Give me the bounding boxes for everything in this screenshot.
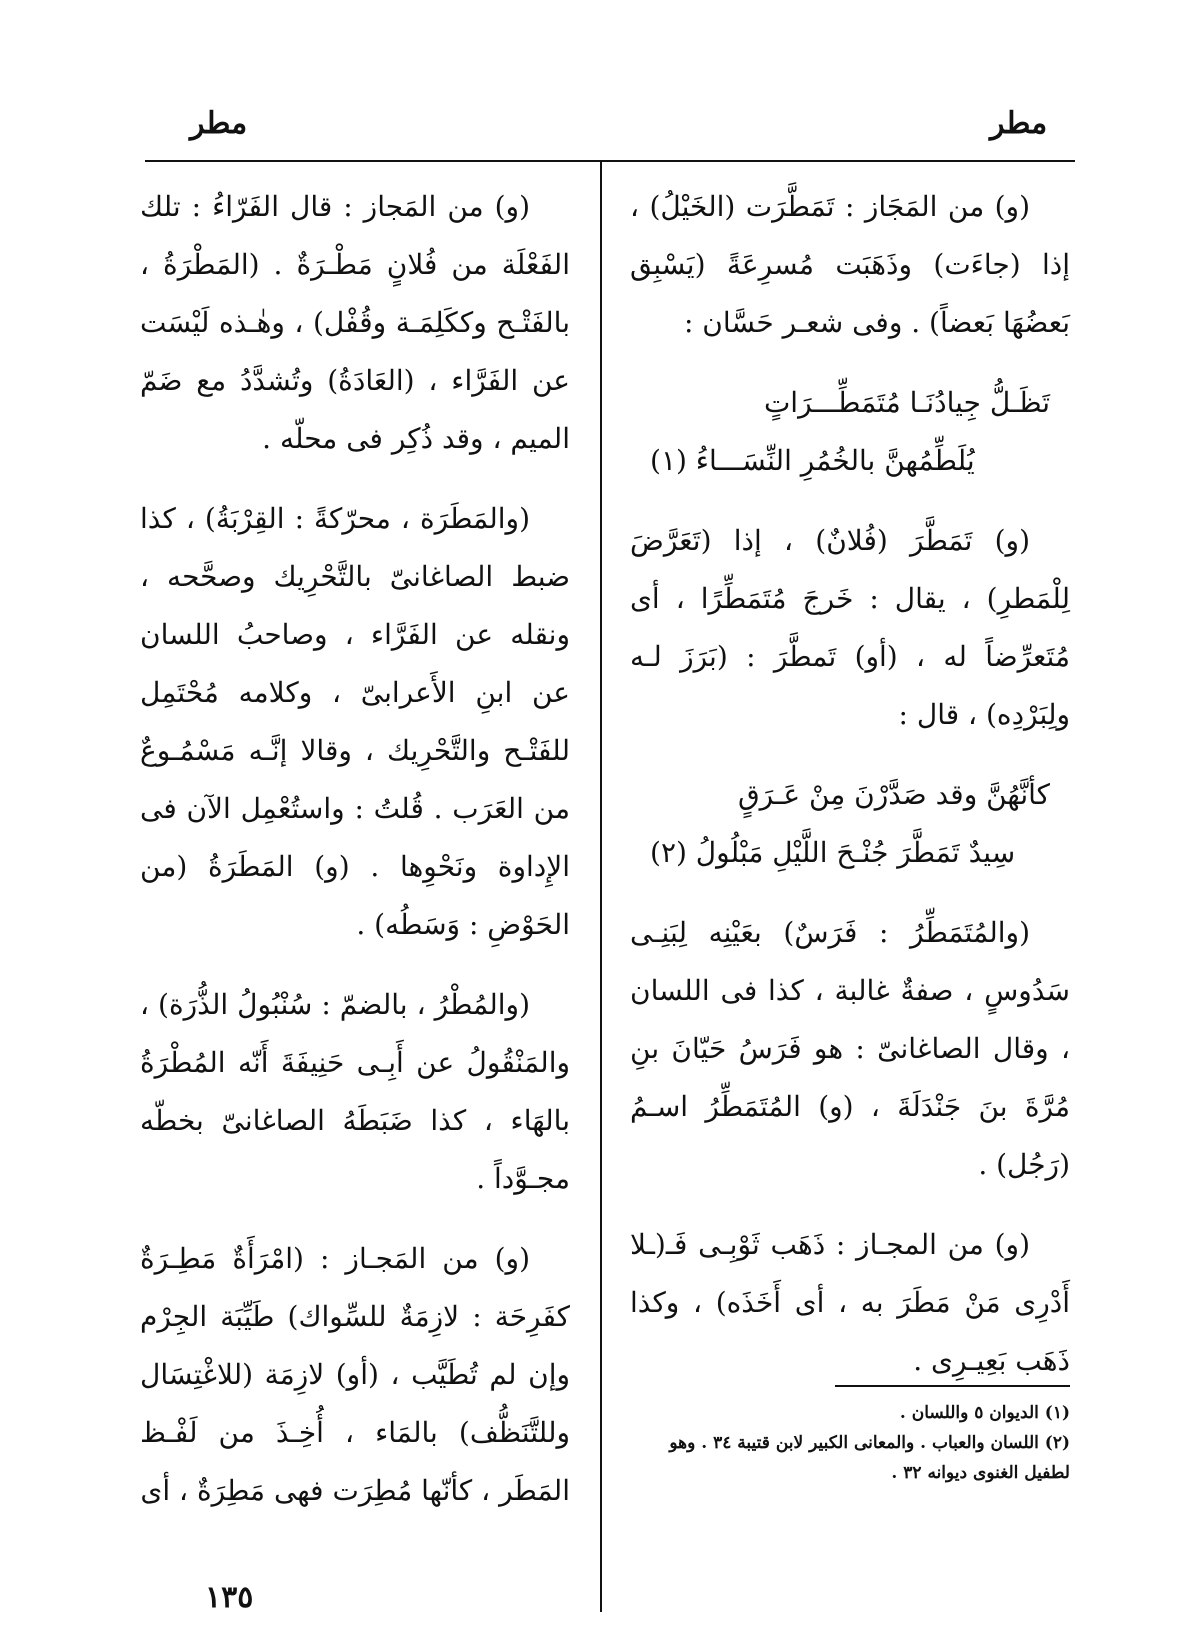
- entry-paragraph: (والمُتَمَطِّرُ : فَرَسٌ) بعَيْنِه لِبَنِـى سَدُوسٍ ، صفةٌ غالبة ، كذا فى اللسان ، وقال الصاغانىّ : هو فَرَسُ حَيّانَ بنِ مُرَّةَ بنَ جَنْدَلَةَ ، (و) المُتَمَطِّرُ اسـمُ (رَجُل) .: [630, 916, 1070, 1181]
- verse-block: [630, 766, 1070, 882]
- footnotes: [630, 1398, 1070, 1488]
- entry-paragraph: (والمُطْرُ ، بالضمّ : سُنْبُولُ الذُّرَة) ، والمَنْقُولُ عن أَبِـى حَنِيفَةَ أَنّه المُطْرَةُ بالهَاء ، كذا ضَبَطَهُ الصاغانىّ بخطّه مجـوَّداً .: [140, 988, 570, 1195]
- column-divider: [600, 162, 602, 1612]
- left-column: [140, 178, 570, 1542]
- footnote-rule: [835, 1385, 1070, 1387]
- verse-line: كأنَّهُنَّ وقد صَدَّرْنَ مِنْ عَـرَقٍ: [737, 778, 1050, 811]
- header-rule: [145, 160, 1075, 162]
- footnote: (١) الديوان ٥ واللسان .: [899, 1403, 1070, 1423]
- entry-paragraph: (و) من المجـاز : ذَهَب ثَوْبِـى فَـ(ـلا أَدْرِى مَنْ مَطَرَ به ، أى أَخَذَه) ، وكذا ذَهَب بَعِيـرِى .: [630, 1228, 1070, 1377]
- verse-line: تَظَـلُّ جِيادُنَـا مُتَمَطِّـــرَاتٍ: [763, 386, 1050, 419]
- entry-paragraph: (و) تَمَطَّرَ (فُلانٌ) ، إذا (تَعَرَّضَ لِلْمَطرِ) ، يقال : خَرجَ مُتَمَطِّرًا ، أى مُتَعرِّضاً له ، (أو) تَمطَّرَ : (بَرَزَ لـه ولِبَرْدِه) ، قال :: [630, 524, 1070, 731]
- running-header-left: مطر: [190, 106, 248, 141]
- entry-paragraph: (و) من المَجاز : قال الفَرّاءُ : تلك الفَعْلَة من فُلانٍ مَطْـرَةٌ . (المَطْرَةُ ، بالفَتْـح وككَلِمَـة وقُفْل) ، وهٰـذه لَيْسَت عن الفَرَّاء ، (العَادَةُ) وتُشدَّدُ مع ضَمّ الميم ، وقد ذُكِر فى محلّه .: [140, 190, 570, 455]
- footnote: (٢) اللسان والعباب . والمعانى الكبير لابن قتيبة ٣٤ . وهو لطفيل الغنوى ديوانه ٣٢ .: [669, 1433, 1070, 1483]
- entry-paragraph: (والمَطَرَة ، محرّكةً : القِرْبَةُ) ، كذا ضبط الصاغانىّ بالتَّحْرِيك وصحَّحه ، ونقله عن الفَرَّاء ، وصاحبُ اللسان عن ابنِ الأَعرابىّ ، وكلامه مُحْتَمِل للفَتْـح والتَّحْرِيك ، وقالا إنَّـه مَسْمُـوعٌ من العَرَب . قُلتُ : واستُعْمِل الآن فى الإِداوة ونَحْوِها . (و) المَطَرَةُ (من الحَوْضِ : وَسَطُه) .: [140, 502, 570, 941]
- verse-block: [630, 374, 1070, 490]
- verse-line: سِيدٌ تَمَطَّرَ جُنْـحَ اللَّيْلِ مَبْلُولُ (٢): [650, 836, 1016, 869]
- right-column: [630, 178, 1070, 1412]
- entry-paragraph: (و) من المَجـاز : (امْرَأَةٌ مَطِـرَةٌ كفَرِحَة : لازِمَةٌ للسِّواك) طَيِّبَة الجِرْم وإن لم تُطَيَّب ، (أو) لازِمَة (للاغْتِسَال وللتَّنَظُّف) بالمَاء ، أُخِـذَ من لَفْـظ المَطَر ، كأنّها مُطِرَت فهى مَطِرَةٌ ، أى: [140, 1242, 570, 1507]
- verse-line: يُلَطِّمُهنَّ بالخُمُرِ النِّسَـــاءُ (١): [650, 444, 975, 477]
- entry-paragraph: (و) من المَجَاز : تَمَطَّرَت (الخَيْلُ) ، إذا (جاءَت) وذَهَبَت مُسرِعَةً (يَسْبِق بَعضُهَا بَعضاً) . وفى شعـر حَسَّان :: [630, 190, 1070, 339]
- page-number: ١٣٥: [205, 1580, 254, 1615]
- running-header-right: مطر: [990, 106, 1048, 141]
